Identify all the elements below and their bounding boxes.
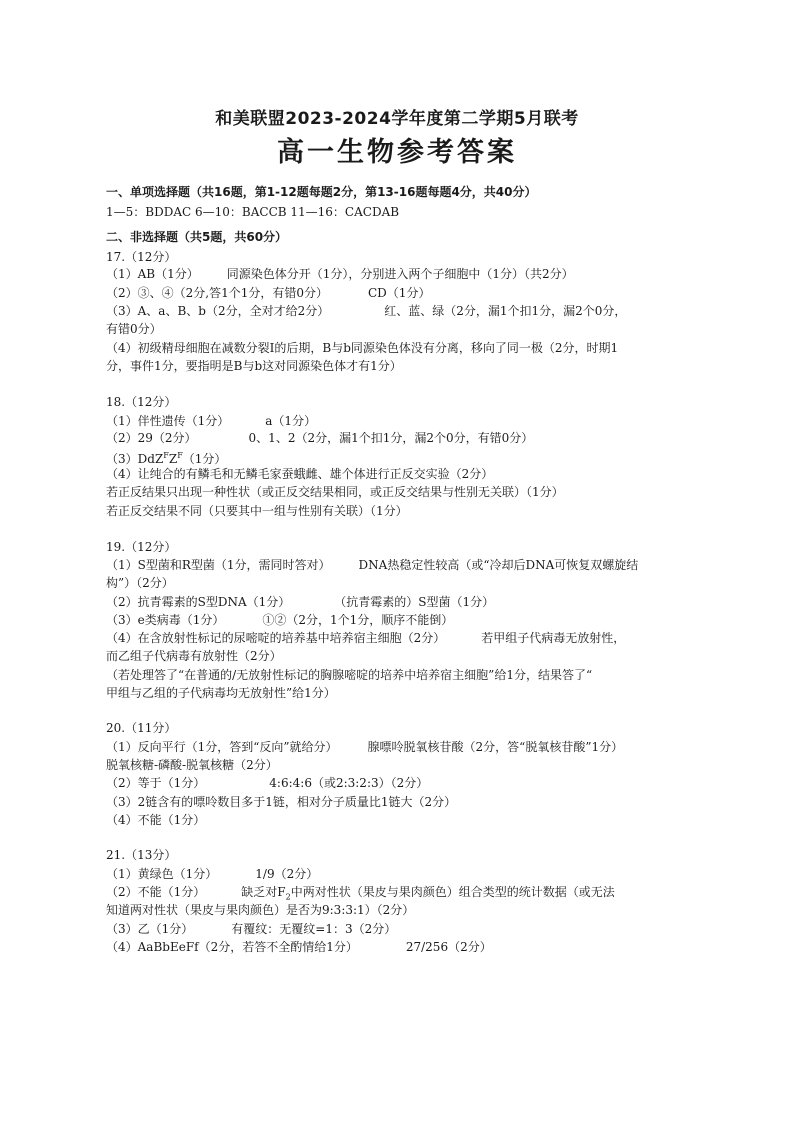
q18-part1-extra: a（1分） (265, 414, 317, 428)
section1-heading: 一、单项选择题（共16题，第1-12题每题2分，第13-16题每题4分，共40分） (106, 185, 537, 199)
q19-part4-cont: 而乙组子代病毒有放射性（2分） (106, 649, 282, 663)
q18-part2 (106, 430, 533, 446)
q20-part2 (106, 775, 428, 791)
q20-part3: （3）2链含有的嘌呤数目多于1链，相对分子质量比1链大（2分） (106, 795, 457, 809)
q20-part1 (106, 739, 623, 755)
q17-part2-answer: （2）③、④（2分,答1个1分，有错0分） (106, 286, 328, 300)
q20-part2-extra: 4:6:4:6（或2:3:2:3）（2分） (269, 776, 429, 790)
q21-part1-answer: （1）黄绿色（1分） (106, 867, 218, 881)
q20-part1-cont: 脱氧核糖-磷酸-脱氧核糖（2分） (106, 758, 278, 772)
q19-part2-answer: （2）抗青霉素的S型DNA（1分） (106, 595, 291, 609)
q19-part3-answer: （3）e类病毒（1分） (106, 613, 225, 627)
q21-part2-cont: 知道两对性状（果皮与果肉颜色）是否为9:3:3:1）（2分） (106, 903, 415, 917)
q19-part1-answer: （1）S型菌和R型菌（1分，需同时答对） (106, 558, 331, 572)
q18-part3-sup1: F (163, 451, 169, 460)
exam-title: 和美联盟2023-2024学年度第二学期5月联考 (215, 109, 579, 129)
q18-part1-answer: （1）伴性遗传（1分） (106, 414, 230, 428)
q20-part2-answer: （2）等于（1分） (106, 776, 206, 790)
q21-part3 (106, 921, 396, 937)
q21-heading: 21.（13分） (106, 848, 177, 862)
q17-part1-answer: （1）AB（1分） (106, 267, 199, 281)
q17-part4-cont: 分，事件1分，要指明是B与b这对同源染色体才有1分） (106, 359, 402, 373)
section1-answers: 1—5：BDDAC 6—10：BACCB 11—16：CACDAB (106, 205, 400, 219)
q17-part3-answer: （3）A、a、B、b（2分，全对才给2分） (106, 304, 330, 318)
q17-part1-explain: 同源染色体分开（1分），分别进入两个子细胞中（1分）（共2分） (226, 267, 574, 281)
q21-part4 (106, 939, 492, 955)
q19-part4-answer: （4）在含放射性标记的尿嘧啶的培养基中培养宿主细胞（2分） (106, 631, 446, 645)
q20-heading: 20.（11分） (106, 721, 177, 735)
q19-part1-extra: DNA热稳定性较高（或“冷却后DNA可恢复双螺旋结 (358, 558, 639, 572)
q18-part2-answer: （2）29（2分） (106, 431, 197, 445)
q18-heading: 18.（12分） (106, 395, 177, 409)
q18-part2-extra: 0、1、2（2分，漏1个扣1分，漏2个0分，有错0分） (248, 431, 534, 445)
q18-part3-mid: Z (168, 452, 178, 466)
q19-part1-cont: 构”）（2分） (106, 576, 174, 590)
q21-part3-answer: （3）乙（1分） (106, 922, 194, 936)
q18-part3-sup2: F (177, 451, 183, 460)
q17-part1 (106, 266, 574, 282)
q17-part2 (106, 285, 430, 301)
q18-part3 (106, 448, 226, 467)
q18-part4: （4）让纯合的有鳞毛和无鳞毛家蚕蛾雌、雄个体进行正反交实验（2分） (106, 467, 494, 481)
q18-result2: 若正反交结果不同（只要其中一组与性别有关联）（1分） (106, 504, 408, 518)
q21-part3-extra: 有覆纹：无覆纹=1：3（2分） (231, 922, 397, 936)
q17-part2-extra: CD（1分） (368, 286, 431, 300)
q19-part2-extra: （抗青霉素的）S型菌（1分） (334, 595, 495, 609)
document-title: 高一生物参考答案 (277, 137, 517, 168)
q18-part3-score: （1分） (182, 452, 227, 466)
q20-part1-extra: 腺嘌呤脱氧核苷酸（2分，答“脱氧核苷酸”1分） (367, 740, 624, 754)
q21-part2-extra-a: 缺乏对F (241, 885, 286, 899)
q21-part1-extra: 1/9（2分） (255, 867, 319, 881)
q21-part4-extra: 27/256（2分） (405, 940, 492, 954)
q20-part4: （4）不能（1分） (106, 813, 206, 827)
q21-part2-answer: （2）不能（1分） (106, 885, 206, 899)
q19-part2 (106, 594, 494, 610)
q19-part3-extra: ①②（2分，1个1分，顺序不能倒） (262, 613, 454, 627)
q19-part3 (106, 612, 453, 628)
q17-heading: 17.（12分） (106, 250, 177, 264)
q18-result1: 若正反结果只出现一种性状（或正反交结果相同，或正反交结果与性别无关联）（1分） (106, 485, 564, 499)
q19-part4-extra: 若甲组子代病毒无放射性， (481, 631, 626, 645)
q19-part4 (106, 630, 625, 646)
q18-part3-text: （3）DdZ (106, 452, 164, 466)
q19-heading: 19.（12分） (106, 540, 177, 554)
q18-part1 (106, 413, 316, 429)
q21-part2-sub: 2 (285, 892, 291, 902)
q21-part2-extra-b: 中两对性状（果皮与果肉颜色）组合类型的统计数据（或无法 (290, 885, 615, 899)
q19-note1: （若处理答了“在普通的/无放射性标记的胸腺嘧啶的培养中培养宿主细胞”给1分，结果答了“ (106, 668, 593, 682)
section2-heading: 二、非选择题（共5题，共60分） (106, 230, 288, 244)
q21-part4-answer: （4）AaBbEeFf（2分，若答不全酌情给1分） (106, 940, 358, 954)
q20-part1-answer: （1）反向平行（1分，答到“反向”就给分） (106, 740, 338, 754)
q17-part3 (106, 303, 626, 319)
q19-note2: 甲组与乙组的子代病毒均无放射性”给1分） (106, 686, 336, 700)
q21-part1 (106, 866, 318, 882)
q17-part4: （4）初级精母细胞在减数分裂I的后期，B与b同源染色体没有分离，移向了同一极（2分，时期1 (106, 341, 619, 355)
q17-part3-extra: 红、蓝、绿（2分，漏1个扣1分，漏2个0分， (384, 304, 627, 318)
q17-part3-cont: 有错0分） (106, 322, 162, 336)
q19-part1 (106, 557, 638, 573)
